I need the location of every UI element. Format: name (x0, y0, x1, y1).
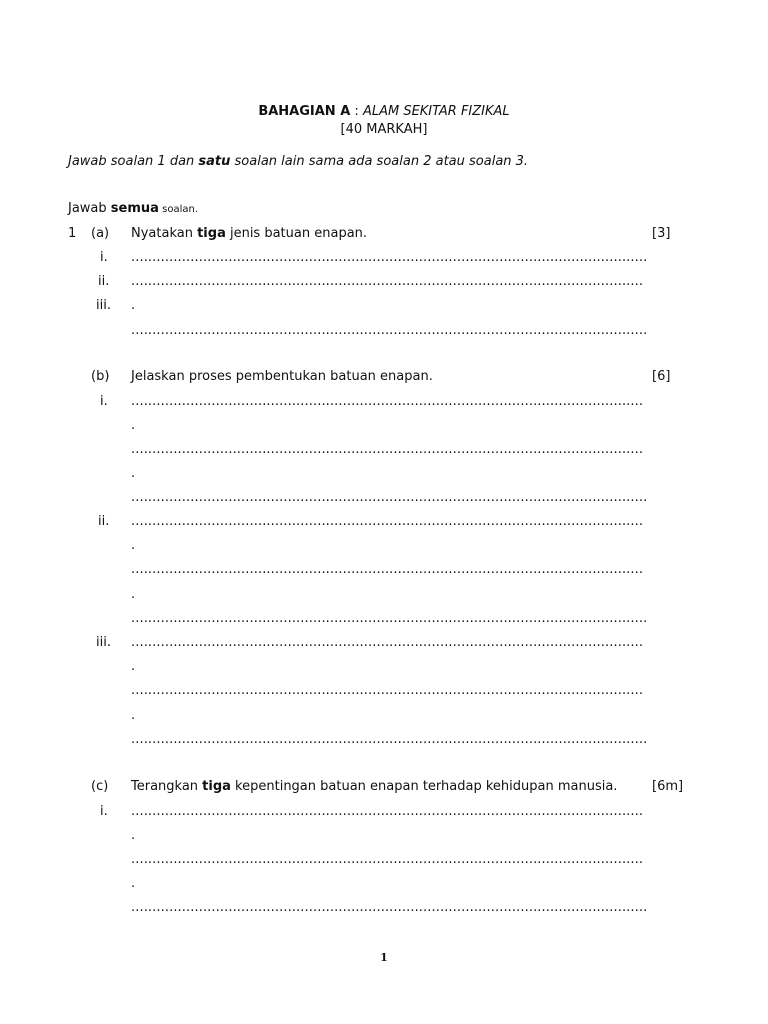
part-c-text-before: Terangkan (131, 779, 203, 794)
answer-all-bold: semua (110, 201, 159, 216)
instruction (68, 154, 528, 169)
roman-numeral: iii. (96, 635, 111, 650)
answer-line[interactable]: .......................................................................................................................... (131, 490, 648, 505)
part-a-text-bold: tiga (197, 226, 226, 241)
answer-line-dot[interactable]: . (131, 659, 136, 674)
instruction-part1: Jawab soalan 1 dan (68, 154, 199, 169)
answer-line[interactable]: ......................................................................................................................... (131, 274, 644, 289)
roman-numeral: ii. (98, 274, 110, 289)
answer-line[interactable]: .......................................................................................................................... (131, 900, 648, 915)
section-label: BAHAGIAN A (258, 104, 351, 119)
answer-line-dot[interactable]: . (131, 298, 136, 313)
part-c-question (131, 779, 617, 794)
answer-line-dot[interactable]: . (131, 828, 136, 843)
part-c-text-bold: tiga (202, 779, 231, 794)
answer-line[interactable]: ......................................................................................................................... (131, 683, 644, 698)
roman-numeral: i. (100, 250, 108, 265)
answer-line[interactable]: ......................................................................................................................... (131, 442, 644, 457)
answer-line[interactable]: ......................................................................................................................... (131, 635, 644, 650)
part-a-label: (a) (91, 226, 110, 241)
answer-line[interactable]: ......................................................................................................................... (131, 852, 644, 867)
answer-line[interactable]: .......................................................................................................................... (131, 732, 648, 747)
roman-numeral: ii. (98, 514, 110, 529)
section-heading (0, 104, 768, 119)
answer-all-prefix: Jawab (68, 201, 111, 216)
answer-all-suffix: soalan. (158, 204, 198, 215)
answer-line-dot[interactable]: . (131, 876, 136, 891)
part-c-label: (c) (91, 779, 109, 794)
answer-line-dot[interactable]: . (131, 708, 136, 723)
part-a-question (131, 226, 367, 241)
part-b-marks: [6] (652, 369, 671, 384)
part-c-text-after: kepentingan batuan enapan terhadap kehidupan manusia. (230, 779, 618, 794)
answer-line[interactable]: .......................................................................................................................... (131, 323, 648, 338)
instruction-part2: soalan lain sama ada soalan 2 atau soalan 3. (230, 154, 529, 169)
answer-line[interactable]: .......................................................................................................................... (131, 611, 648, 626)
section-marks: [40 MARKAH] (340, 122, 428, 137)
answer-line[interactable]: ......................................................................................................................... (131, 394, 644, 409)
answer-line-dot[interactable]: . (131, 538, 136, 553)
part-c-marks: [6m] (652, 779, 684, 794)
answer-line[interactable]: ......................................................................................................................... (131, 562, 644, 577)
answer-line-dot[interactable]: . (131, 587, 136, 602)
roman-numeral: iii. (96, 298, 111, 313)
answer-line-dot[interactable]: . (131, 466, 136, 481)
roman-numeral: i. (100, 394, 108, 409)
part-a-text-after: jenis batuan enapan. (225, 226, 368, 241)
roman-numeral: i. (100, 804, 108, 819)
section-colon: : (350, 104, 363, 119)
answer-line[interactable]: ......................................................................................................................... (131, 514, 644, 529)
question-number: 1 (68, 226, 77, 241)
page-number: 1 (380, 951, 388, 964)
part-a-marks: [3] (652, 226, 671, 241)
answer-all-instruction (68, 201, 198, 216)
answer-line-dot[interactable]: . (131, 418, 136, 433)
instruction-bold: satu (198, 154, 231, 169)
part-a-text-before: Nyatakan (131, 226, 198, 241)
part-b-label: (b) (91, 369, 110, 384)
part-b-question: Jelaskan proses pembentukan batuan enapan. (131, 369, 433, 384)
section-topic: ALAM SEKITAR FIZIKAL (362, 104, 510, 119)
answer-line[interactable]: ......................................................................................................................... (131, 804, 644, 819)
answer-line[interactable]: .......................................................................................................................... (131, 250, 648, 265)
